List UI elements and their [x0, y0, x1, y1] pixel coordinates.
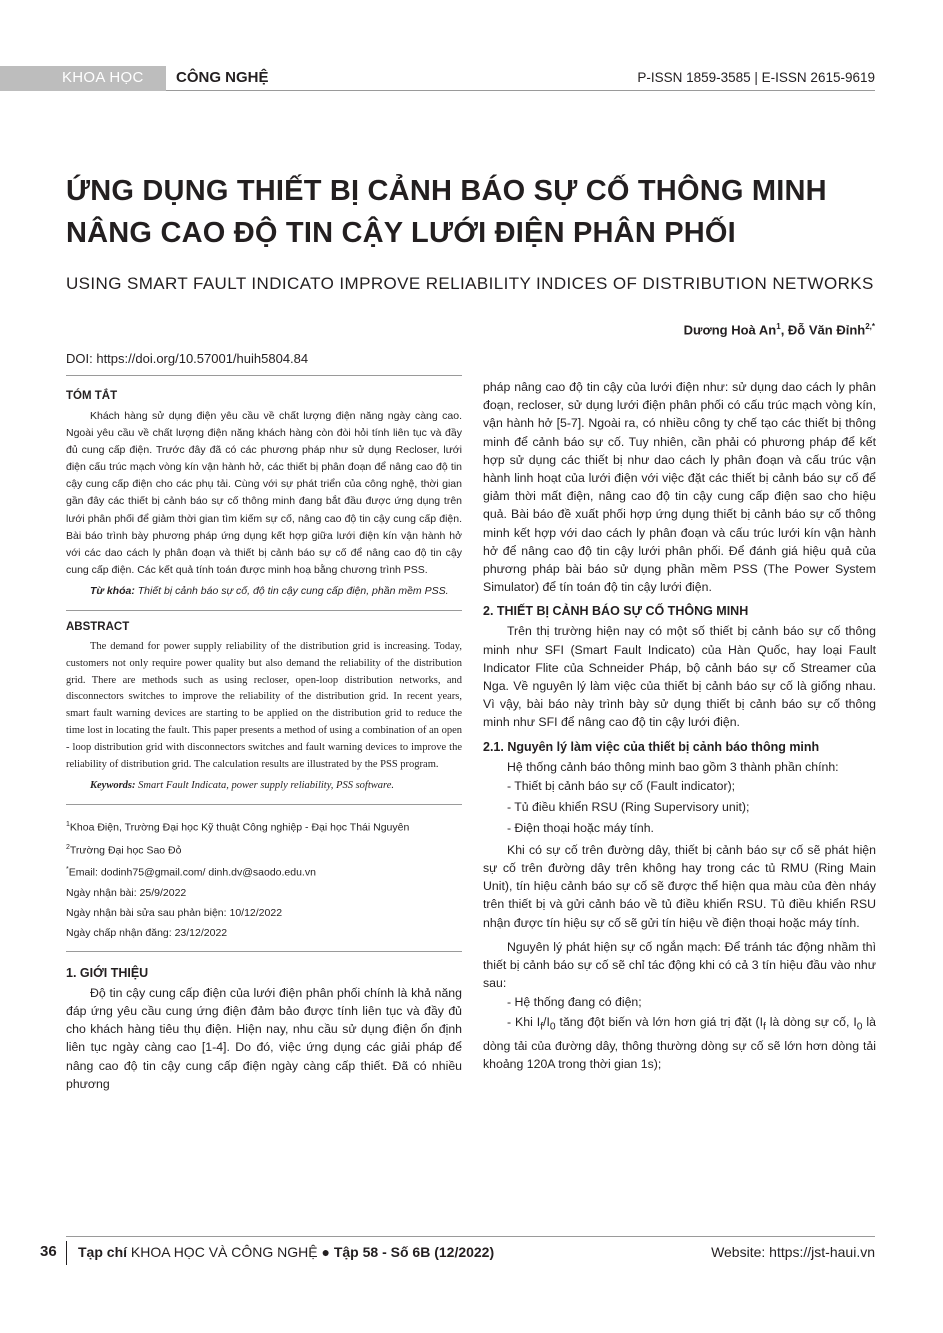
footer-divider: [66, 1236, 875, 1237]
abstract-divider: [66, 610, 462, 611]
paper-title-line-1: ỨNG DỤNG THIẾT BỊ CẢNH BÁO SỰ CỐ THÔNG MINH: [66, 175, 827, 207]
email-sup: *: [66, 866, 69, 874]
cond2-sub4: 0: [856, 1021, 863, 1033]
date-accepted: Ngày chấp nhận đăng: 23/12/2022: [66, 926, 228, 939]
date-revised: Ngày nhận bài sửa sau phản biện: 10/12/2022: [66, 906, 283, 919]
affiliation-1-text: Khoa Điện, Trường Đại học Kỹ thuật Công nghiệp - Đại học Thái Nguyên: [69, 821, 410, 834]
section-2-paragraph: Trên thị trường hiện nay có một số thiết bị cảnh báo sự cố thông minh như SFI (Smart Fault Indicato) của Hàn Quốc, hay loại Fault Indicator Flite của Schneider Pháp, bộ cảnh báo sự cố Streamer của Nga. Về nguyên lý làm việc của thiết bị cảnh báo sự cố là giống nhau. Vì vậy, bài báo này trình bày sử dụng thiết bị cảnh báo sự cố thông minh như SFI để nâng cao độ tin cậy lưới điện.: [483, 624, 876, 730]
footer-journal-c: ● Tập 58 - Số 6B (12/2022): [317, 1244, 495, 1260]
keywords-en-label: Keywords:: [90, 780, 136, 792]
authors: [684, 322, 875, 337]
keywords-en: [66, 777, 462, 794]
author-2-sup: 2,*: [865, 322, 875, 331]
affiliation-2-text: Trường Đại học Sao Đỏ: [69, 844, 182, 857]
intro-divider: [66, 951, 462, 952]
cond2-sub3: f: [763, 1021, 766, 1033]
section-1-heading: 1. GIỚI THIỆU: [66, 965, 149, 980]
component-item-1: - Thiết bị cảnh báo sự cố (Fault indicator);: [507, 778, 736, 793]
author-1: Dương Hoà An: [683, 322, 777, 338]
abstract-vi-text: Khách hàng sử dụng điện yêu cầu về chất lượng điện năng ngày càng cao. Ngoài yêu cầu về chất lượng điện năng khách hàng còn đòi hỏi tính liên tục và đầy đủ cung cấp điện. Trước đây đã có các phương pháp như sử dụng Recloser, lưới điện cấu trúc mạch vòng kín vận hành hở, các thiết bị phân đoạn để nâng cao độ tin cậy cung cấp điện cho các phụ tải. Cùng với sự phát triển của công nghệ, thời gian gần đây các thiết bị cảnh báo sự cố thông minh đang bắt đầu được ứng dụng trên lưới phân phối để giảm thời gian tìm kiếm sự cố, nâng cao độ tin cậy cung cấp điện. Bài báo trình bày phương pháp ứng dụng kết hợp giữa lưới điện kín vận hành hở với các dao cách ly phân đoạn và thiết bị cảnh báo sự cố để nâng cao độ tin cậy cung cấp điện. Các kết quả tính toán được minh hoạ bằng chương trình PSS.: [66, 410, 462, 576]
footer-journal-b: KHOA HỌC VÀ CÔNG NGHỆ: [130, 1244, 318, 1260]
left-column: [66, 390, 462, 1093]
cond2-d: là dòng sự cố, I: [765, 1015, 857, 1030]
page-number: 36: [40, 1243, 57, 1260]
component-item-3: - Điện thoại hoặc máy tính.: [507, 820, 654, 835]
paper-title-line-2: NÂNG CAO ĐỘ TIN CẬY LƯỚI ĐIỆN PHÂN PHỐI: [66, 217, 736, 249]
abstract-en-heading: ABSTRACT: [66, 620, 130, 633]
affiliation-2-sup: 2: [66, 843, 70, 851]
section-2-1-paragraph-2: Khi có sự cố trên đường dây, thiết bị cảnh báo sự cố sẽ phát hiện sự cố trên đường dây trên không hay trong các tủ RMU (Ring Main Unit), tín hiệu cảnh báo sự cố sẽ được thể hiện qua màu của đèn nháy trên thiết bị và gửi cảnh báo về tủ điều khiển RSU. Tủ điều khiển RSU nhận được tín hiệu sự cố sẽ gửi tín hiệu về điện thoại hoặc máy tính.: [483, 842, 876, 930]
affiliation-divider: [66, 804, 462, 805]
keywords-en-text: Smart Fault Indicata, power supply reliability, PSS software.: [135, 780, 395, 792]
doi-divider: [66, 375, 462, 376]
section-2-1-intro: Hệ thống cảnh báo thông minh bao gồm 3 thành phần chính:: [507, 759, 839, 774]
cond2-b: /I: [543, 1015, 550, 1030]
header-issn: P-ISSN 1859-3585 | E-ISSN 2615-9619: [637, 70, 875, 85]
doi-link[interactable]: DOI: https://doi.org/10.57001/huih5804.84: [66, 351, 309, 366]
keywords-vi: [66, 583, 462, 600]
condition-item-2: [483, 1013, 876, 1073]
author-separator: ,: [780, 322, 788, 338]
header-divider: [166, 90, 875, 91]
cond2-e: là dòng tải của đường dây, thông thường dòng sự cố sẽ lớn hơn dòng tải khoảng 120A trong thời gian 1s);: [483, 1015, 876, 1072]
author-2: Đỗ Văn Đỉnh: [787, 322, 866, 338]
keywords-vi-text: Thiết bị cảnh báo sự cố, độ tin cậy cung cấp điện, phần mềm PSS.: [134, 584, 449, 597]
section-1-paragraph-right: pháp nâng cao độ tin cậy của lưới điện như: sử dụng dao cách ly phân đoạn, recloser, sử dụng lưới điện phân phối có cấu trúc mạch vòng kín, vận hành hở [5-7]. Ngoài ra, có nhiều công ty chế tạo các thiết bị thông minh để cảnh báo sự cố. Tuy nhiên, cần phải có phương pháp để kết hợp sử dụng các thiết bị như dao cách ly phân đoạn và cấu trúc vận hành linh hoạt của lưới điện với việc đặt các thiết bị cảnh báo sự cố để giảm thời mất điện, nâng cao độ tin cậy cung cấp điện sao cho hiệu quả. Bài báo đề xuất phối hợp ứng dụng thiết bị cảnh báo sự cố thông minh kết hợp với dao cách ly phân đoạn và cấu trúc lưới kín vận hành hở để nâng cao độ tin cậy lưới phân phối. Để đánh giá hiệu quả của phương pháp bài báo sử dụng phần mềm PSS (The Power System Simulator) để tín toán độ tin cậy lưới điện.: [483, 380, 876, 595]
author-1-sup: 1: [776, 322, 781, 331]
cond2-sub2: 0: [549, 1021, 556, 1033]
affiliation-2: [66, 838, 462, 861]
header-section-bold: CÔNG NGHỆ: [176, 69, 269, 86]
section-2-heading: 2. THIẾT BỊ CẢNH BÁO SỰ CỐ THÔNG MINH: [483, 604, 749, 619]
abstract-vi-heading: TÓM TẮT: [66, 390, 118, 402]
right-column: [483, 378, 876, 1074]
condition-item-1: - Hệ thống đang có điện;: [507, 995, 642, 1010]
paper-title: [66, 170, 886, 254]
keywords-vi-label: Từ khóa:: [90, 584, 135, 597]
affiliation-1: [66, 815, 462, 838]
footer-website[interactable]: Website: https://jst-haui.vn: [711, 1244, 875, 1260]
cond2-a: - Khi I: [507, 1015, 541, 1030]
cond2-c: tăng đột biến và lớn hơn giá trị đặt (I: [555, 1015, 763, 1030]
cond2-sub1: f: [540, 1021, 544, 1033]
paper-title-english: USING SMART FAULT INDICATO IMPROVE RELIABILITY INDICES OF DISTRIBUTION NETWORKS: [66, 274, 874, 293]
section-2-1-paragraph-3: Nguyên lý phát hiện sự cố ngắn mạch: Để tránh tác động nhầm thì thiết bị cảnh báo sự cố sẽ chỉ tác động khi có cả 3 tín hiệu đầu vào như sau:: [483, 939, 876, 991]
section-2-1-heading: 2.1. Nguyên lý làm việc của thiết bị cảnh báo thông minh: [483, 739, 820, 754]
header-section-light: KHOA HỌC: [62, 69, 144, 86]
footer-journal-a: Tạp chí: [78, 1244, 131, 1260]
affiliation-1-sup: 1: [66, 821, 70, 829]
date-received: Ngày nhận bài: 25/9/2022: [66, 886, 187, 899]
email-text: Email: dodinh75@gmail.com/ dinh.dv@saodo.edu.vn: [68, 866, 316, 879]
footer-journal: [78, 1244, 494, 1260]
corresponding-email: [66, 860, 462, 883]
section-1-paragraph-left: Độ tin cậy cung cấp điện của lưới điện phân phối chính là khả năng đáp ứng yêu cầu cung ứng điện đảm bảo được tính liên tục và đầy đủ cho khách hàng tiêu thụ điện. Hiện nay, nhu cầu sử dụng điện ổn định liên tục ngày càng cao [1-4]. Do đó, việc ứng dụng các giải pháp để nâng cao độ tin cậy cung cấp điện ngày càng cấp thiết. Đã có nhiều phương: [66, 985, 462, 1091]
footer-separator: [66, 1241, 67, 1265]
abstract-en-text: The demand for power supply reliability of the distribution grid is increasing. Today, customers not only require power quality but also demand the reliability of the distribution grid. There are methods such as using recloser, open-loop distribution networks, and disconnectors switches to improve the reliability of the distribution grid. In recent years, smart fault warning devices are starting to be applied on the distribution grid to reduce the time lost in locating the fault. This paper presents a method of using a combination of an open - loop distribution grid with disconnectors switches and fault warning devices to improve the reliability of distribution grid. The calculation results are illustrated by the PSS program.: [66, 640, 462, 770]
component-item-2: - Tủ điều khiển RSU (Ring Supervisory unit);: [507, 799, 750, 814]
